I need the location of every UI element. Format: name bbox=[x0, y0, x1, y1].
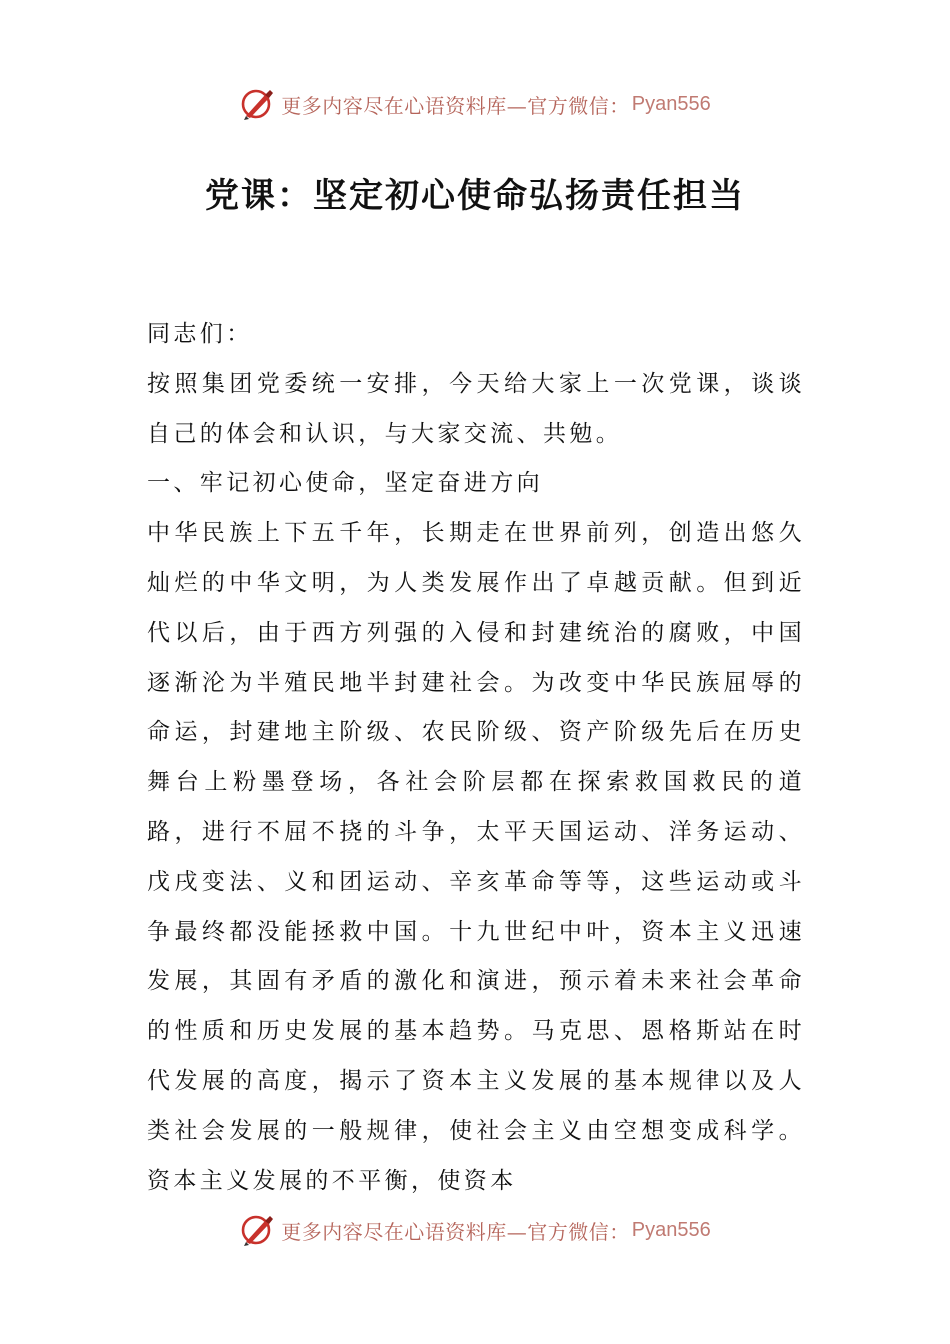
header-watermark-banner bbox=[0, 82, 950, 126]
pen-logo-icon bbox=[239, 86, 275, 122]
document-title: 党课：坚定初心使命弘扬责任担当 bbox=[205, 176, 745, 216]
footer-wechat-id: Pyan556 bbox=[631, 1218, 711, 1241]
section-body-paragraph: 中华民族上下五千年，长期走在世界前列，创造出悠久灿烂的中华文明，为人类发展作出了卓越贡献。但到近代以后，由于西方列强的入侵和封建统治的腐败，中国逐渐沦为半殖民地半封建社会。为改变中华民族屈辱的命运，封建地主阶级、农民阶级、资产阶级先后在历史舞台上粉墨登场，各社会阶层都在探索救国救民的道路，进行不屈不挠的斗争，太平天国运动、洋务运动、戊戌变法、义和团运动、辛亥革命等等，这些运动或斗争最终都没能拯救中国。十九世纪中叶，资本主义迅速发展，其固有矛盾的激化和演进，预示着未来社会革命的性质和历史发展的基本趋势。马克思、恩格斯站在时代发展的高度，揭示了资本主义发展的基本规律以及人类社会发展的一般规律，使社会主义由空想变成科学。资本主义发展的不平衡，使资本 bbox=[147, 520, 805, 1194]
header-wechat-id: Pyan556 bbox=[631, 92, 711, 115]
section-heading: 一、牢记初心使命，坚定奋进方向 bbox=[147, 470, 543, 497]
intro-paragraph: 按照集团党委统一安排，今天给大家上一次党课，谈谈自己的体会和认识，与大家交流、共勉。 bbox=[147, 370, 805, 447]
footer-watermark-banner bbox=[0, 1208, 950, 1252]
footer-watermark-text: 更多内容尽在心语资料库—官方微信： bbox=[281, 1219, 630, 1244]
pen-logo-icon bbox=[239, 1212, 275, 1248]
salutation: 同志们： bbox=[147, 321, 253, 347]
document-body bbox=[147, 310, 805, 1206]
header-watermark-text: 更多内容尽在心语资料库—官方微信： bbox=[281, 93, 630, 118]
